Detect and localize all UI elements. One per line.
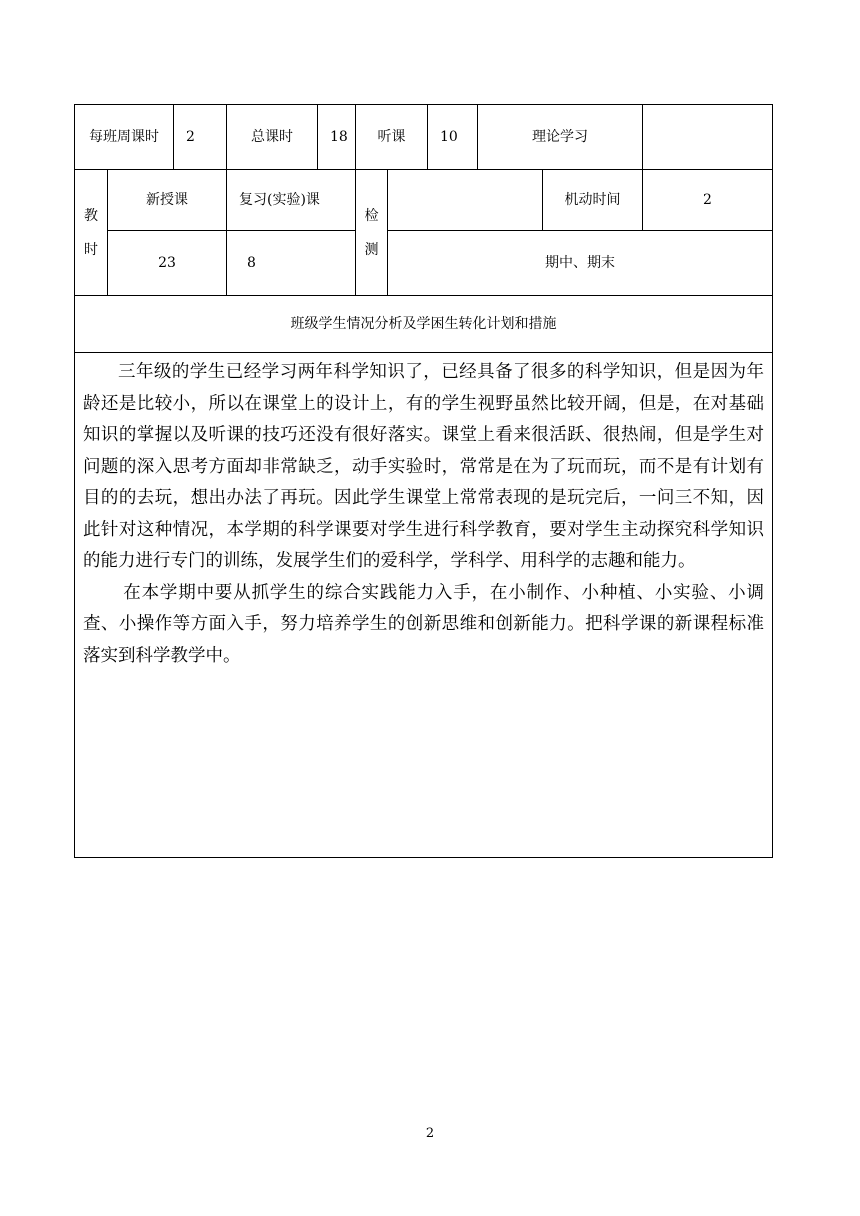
listen-value: 10 xyxy=(428,105,478,170)
listen-label: 听课 xyxy=(356,105,428,170)
new-lesson-value: 23 xyxy=(108,231,227,296)
new-lesson-label: 新授课 xyxy=(108,170,227,231)
page-number: 2 xyxy=(425,1126,435,1141)
theory-study-value xyxy=(643,105,773,170)
theory-study-label: 理论学习 xyxy=(478,105,643,170)
teaching-plan-table xyxy=(74,104,773,858)
analysis-paragraph-1: 三年级的学生已经学习两年科学知识了，已经具备了很多的科学知识，但是因为年龄还是比较小，所以在课堂上的设计上，有的学生视野虽然比较开阔，但是，在对基础知识的掌握以及听课的技巧还没有很好落实。课堂上看来很活跃、很热闹，但是学生对问题的深入思考方面却非常缺乏，动手实验时，常常是在为了玩而玩，而不是有计划有目的的去玩，想出办法了再玩。因此学生课堂上常常表现的是玩完后，一问三不知，因此针对这种情况，本学期的科学课要对学生进行科学教育，要对学生主动探究科学知识的能力进行专门的训练，发展学生们的爱科学，学科学、用科学的志趣和能力。 xyxy=(83,362,764,571)
testing-label: 检 测 xyxy=(356,170,388,296)
flex-time-value: 2 xyxy=(643,170,773,231)
analysis-body-row xyxy=(75,353,773,858)
hours-row xyxy=(75,105,773,170)
weekly-hours-label: 每班周课时 xyxy=(75,105,174,170)
teaching-hours-label: 教 时 xyxy=(75,170,108,296)
total-hours-value: 18 xyxy=(318,105,356,170)
analysis-paragraph-2: 在本学期中要从抓学生的综合实践能力入手，在小制作、小种植、小实验、小调查、小操作等方面入手，努力培养学生的创新思维和创新能力。把科学课的新课程标准落实到科学教学中。 xyxy=(83,582,764,666)
analysis-body xyxy=(75,353,773,858)
review-lesson-label: 复习(实验)课 xyxy=(227,170,356,231)
section-title: 班级学生情况分析及学困生转化计划和措施 xyxy=(75,296,773,353)
testing-blank-cell xyxy=(388,170,543,231)
total-hours-label: 总课时 xyxy=(227,105,318,170)
weekly-hours-value: 2 xyxy=(174,105,227,170)
section-title-row xyxy=(75,296,773,353)
flex-time-label: 机动时间 xyxy=(543,170,643,231)
teaching-hours-row-1 xyxy=(75,170,773,231)
teaching-hours-row-2 xyxy=(75,231,773,296)
test-periods: 期中、期末 xyxy=(388,231,773,296)
review-lesson-value: 8 xyxy=(227,231,356,296)
